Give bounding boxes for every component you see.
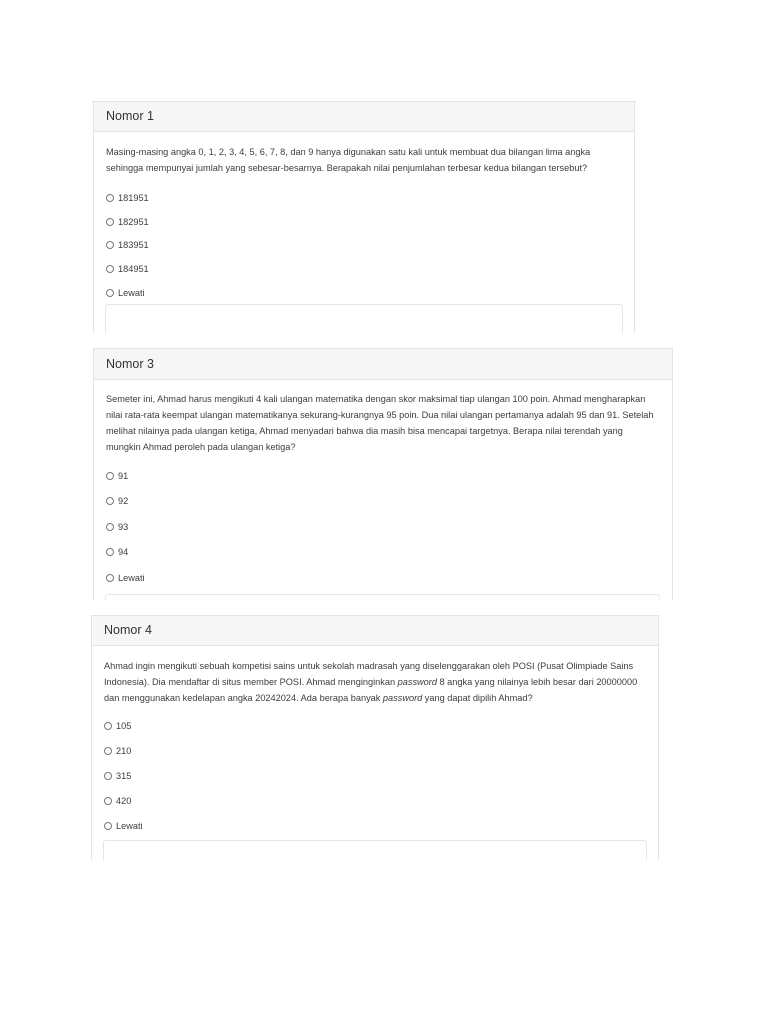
option-label: Lewati (116, 820, 143, 831)
answer-area[interactable] (105, 594, 660, 600)
option-label: 210 (116, 746, 132, 757)
question-card-nomor-4 (91, 615, 659, 860)
radio-button[interactable] (106, 194, 114, 202)
radio-button[interactable] (104, 722, 112, 730)
question-card-nomor-1 (93, 101, 635, 333)
radio-button[interactable] (106, 574, 114, 582)
radio-button[interactable] (106, 523, 114, 531)
answer-options (106, 463, 660, 591)
option-a[interactable] (106, 463, 660, 489)
answer-options (106, 186, 622, 305)
option-c[interactable] (106, 234, 622, 258)
option-label: 184951 (118, 264, 149, 275)
option-skip[interactable] (104, 813, 646, 838)
answer-area[interactable] (103, 840, 647, 860)
radio-button[interactable] (106, 218, 114, 226)
option-d[interactable] (106, 257, 622, 281)
radio-button[interactable] (106, 265, 114, 273)
option-label: 420 (116, 795, 132, 806)
option-label: 91 (118, 470, 129, 481)
question-text (104, 658, 646, 706)
question-card-nomor-3 (93, 348, 673, 600)
question-number-header: Nomor 3 (94, 349, 672, 380)
option-label: 92 (118, 496, 129, 507)
option-b[interactable] (106, 489, 660, 515)
question-number-header: Nomor 1 (94, 102, 634, 132)
question-text: Masing-masing angka 0, 1, 2, 3, 4, 5, 6, 7, 8, dan 9 hanya digunakan satu kali untuk membuat dua bilangan lima angka sehingga mempunyai jumlah yang sebesar-besarnya. Berapakah nilai penjumlahan terbesar kedua bilangan tersebut? (106, 147, 591, 173)
question-text-part: Ahmad ingin mengikuti sebuah kompetisi sains untuk sekolah madrasah yang diselenggarakan oleh POSI (Pusat Olimpiade Sains Indonesia). Dia mendaftar di situs member POSI. Ahmad menginginkan (104, 661, 634, 687)
option-d[interactable] (104, 788, 646, 813)
option-label: 93 (118, 521, 129, 532)
option-label: Lewati (118, 572, 145, 583)
option-label: 105 (116, 721, 132, 732)
option-b[interactable] (104, 739, 646, 764)
option-label: 94 (118, 547, 129, 558)
option-a[interactable] (104, 714, 646, 739)
option-d[interactable] (106, 540, 660, 566)
option-label: 181951 (118, 192, 149, 203)
option-skip[interactable] (106, 281, 622, 305)
radio-button[interactable] (106, 241, 114, 249)
option-label: 315 (116, 770, 132, 781)
radio-button[interactable] (104, 822, 112, 830)
question-text: Semeter ini, Ahmad harus mengikuti 4 kali ulangan matematika dengan skor maksimal tiap ulangan 100 poin. Ahmad mengharapkan nilai rata-rata keempat ulangan matematikanya sekurang-kurangnya 95 poin. Dua nilai ulangan pertamanya adalah 95 dan 91. Setelah melihat nilainya pada ulangan ketiga, Ahmad menyadari bahwa dia masih bisa mencapai targetnya. Berapa nilai terendah yang mungkin Ahmad peroleh pada ulangan ketiga? (106, 394, 654, 452)
question-text-part: 8 angka yang nilainya lebih besar dari 20000000 dan menggunakan kedelapan angka 20242024. Ada berapa banyak (104, 677, 638, 703)
question-text-emphasis: password (397, 677, 437, 687)
question-number-header: Nomor 4 (92, 616, 658, 646)
radio-button[interactable] (104, 747, 112, 755)
question-text-emphasis: password (382, 693, 423, 703)
radio-button[interactable] (106, 548, 114, 556)
option-label: Lewati (118, 288, 145, 299)
option-b[interactable] (106, 210, 622, 234)
option-a[interactable] (106, 186, 622, 210)
option-label: 182951 (118, 216, 149, 227)
answer-area[interactable] (105, 304, 623, 333)
option-c[interactable] (106, 514, 660, 540)
radio-button[interactable] (106, 497, 114, 505)
answer-options (104, 714, 646, 838)
option-c[interactable] (104, 764, 646, 789)
option-label: 183951 (118, 240, 149, 251)
option-skip[interactable] (106, 565, 660, 591)
radio-button[interactable] (104, 772, 112, 780)
radio-button[interactable] (106, 472, 114, 480)
question-text-part: yang dapat dipilih Ahmad? (422, 693, 533, 703)
radio-button[interactable] (104, 797, 112, 805)
radio-button[interactable] (106, 289, 114, 297)
